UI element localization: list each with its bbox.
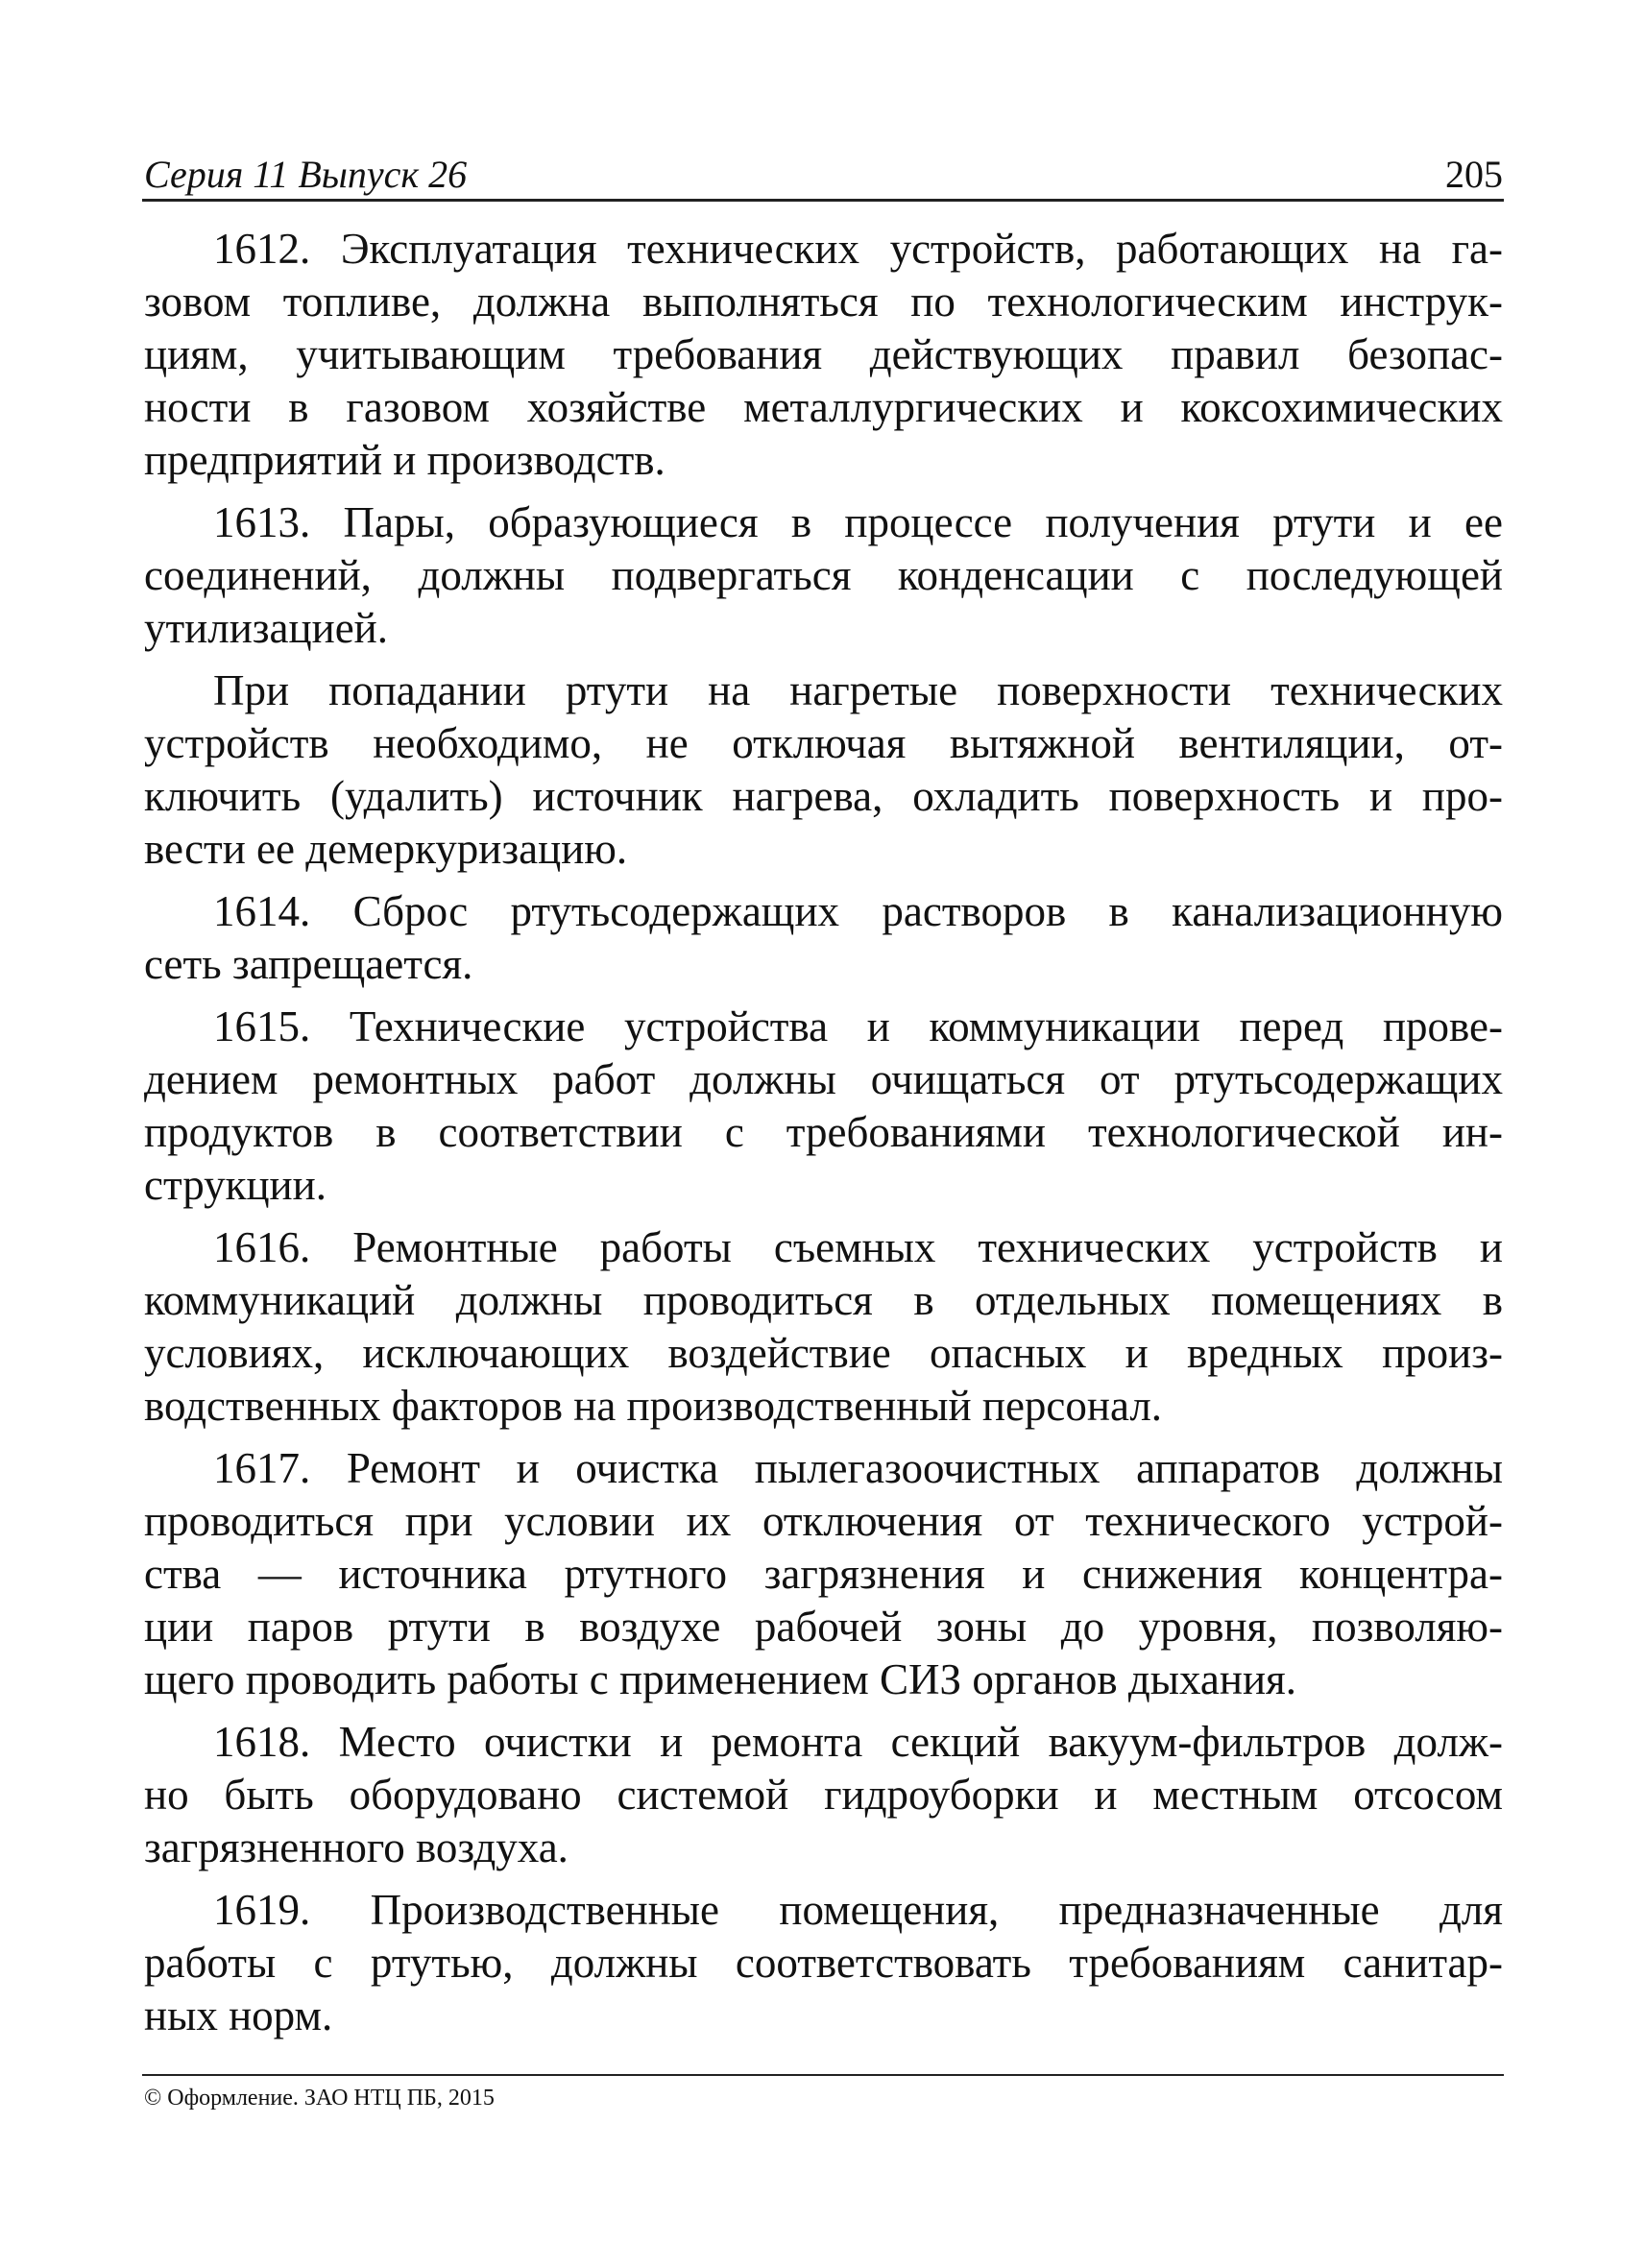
- footer-rule: [142, 2074, 1504, 2076]
- page-body: [144, 223, 1503, 2052]
- text-line: соединений, должны подвергаться конденсации с последующей: [144, 551, 1503, 599]
- text-line: 1612. Эксплуатация технических устройств, работающих на га-: [213, 225, 1503, 273]
- text-line: сеть запрещается.: [144, 940, 473, 988]
- text-line: ции паров ртути в воздухе рабочей зоны до уровня, позволяю-: [144, 1603, 1503, 1651]
- text-line: работы с ртутью, должны соответствовать требованиям санитар-: [144, 1939, 1503, 1987]
- text-line: 1615. Технические устройства и коммуникации перед прове-: [213, 1002, 1503, 1050]
- text-line: водственных факторов на производственный персонал.: [144, 1382, 1163, 1430]
- text-line: ства — источника ртутного загрязнения и снижения концентра-: [144, 1550, 1503, 1598]
- text-line: коммуникаций должны проводиться в отдельных помещениях в: [144, 1276, 1503, 1324]
- paragraph: [144, 1716, 1503, 1874]
- copyright-footer: © Оформление. ЗАО НТЦ ПБ, 2015: [144, 2086, 495, 2111]
- header-rule: [142, 199, 1504, 202]
- text-line: ных норм.: [144, 1991, 333, 2039]
- text-line: ности в газовом хозяйстве металлургических и коксохимических: [144, 383, 1503, 431]
- paragraph: [144, 1221, 1503, 1433]
- text-line: загрязненного воздуха.: [144, 1823, 568, 1871]
- running-header: [144, 152, 1503, 198]
- paragraph: [144, 1442, 1503, 1706]
- text-line: ключить (удалить) источник нагрева, охладить поверхность и про-: [144, 772, 1503, 820]
- text-line: циям, учитывающим требования действующих правил безопас-: [144, 330, 1503, 378]
- text-line: устройств необходимо, не отключая вытяжной вентиляции, от-: [144, 719, 1503, 767]
- text-line: 1617. Ремонт и очистка пылегазоочистных аппаратов должны: [213, 1444, 1503, 1492]
- text-line: но быть оборудовано системой гидроуборки и местным отсосом: [144, 1771, 1503, 1819]
- text-line: утилизацией.: [144, 604, 389, 652]
- paragraph: [144, 885, 1503, 991]
- text-line: 1618. Место очистки и ремонта секций вакуум-фильтров долж-: [213, 1718, 1503, 1766]
- paragraph: [144, 1884, 1503, 2042]
- paragraph: [144, 664, 1503, 876]
- text-line: дением ремонтных работ должны очищаться от ртутьсодержащих: [144, 1055, 1503, 1103]
- series-title: Серия 11 Выпуск 26: [144, 153, 468, 196]
- text-line: проводиться при условии их отключения от технического устрой-: [144, 1497, 1503, 1545]
- text-line: 1613. Пары, образующиеся в процессе получения ртути и ее: [213, 498, 1503, 546]
- text-line: При попадании ртути на нагретые поверхности технических: [213, 666, 1503, 714]
- paragraph: [144, 1001, 1503, 1212]
- text-line: продуктов в соответствии с требованиями технологической ин-: [144, 1108, 1503, 1156]
- text-line: щего проводить работы с применением СИЗ органов дыхания.: [144, 1655, 1296, 1703]
- text-line: 1614. Сброс ртутьсодержащих растворов в канализационную: [213, 887, 1503, 935]
- paragraph: [144, 223, 1503, 487]
- text-line: зовом топливе, должна выполняться по технологическим инструк-: [144, 277, 1503, 326]
- text-line: условиях, исключающих воздействие опасных и вредных произ-: [144, 1329, 1503, 1377]
- text-line: вести ее демеркуризацию.: [144, 825, 628, 873]
- text-line: 1616. Ремонтные работы съемных технических устройств и: [213, 1223, 1503, 1271]
- page-number: 205: [1445, 153, 1503, 196]
- text-line: 1619. Производственные помещения, предназначенные для: [213, 1886, 1503, 1934]
- text-line: предприятий и производств.: [144, 436, 665, 484]
- paragraph: [144, 496, 1503, 655]
- text-line: струкции.: [144, 1161, 327, 1209]
